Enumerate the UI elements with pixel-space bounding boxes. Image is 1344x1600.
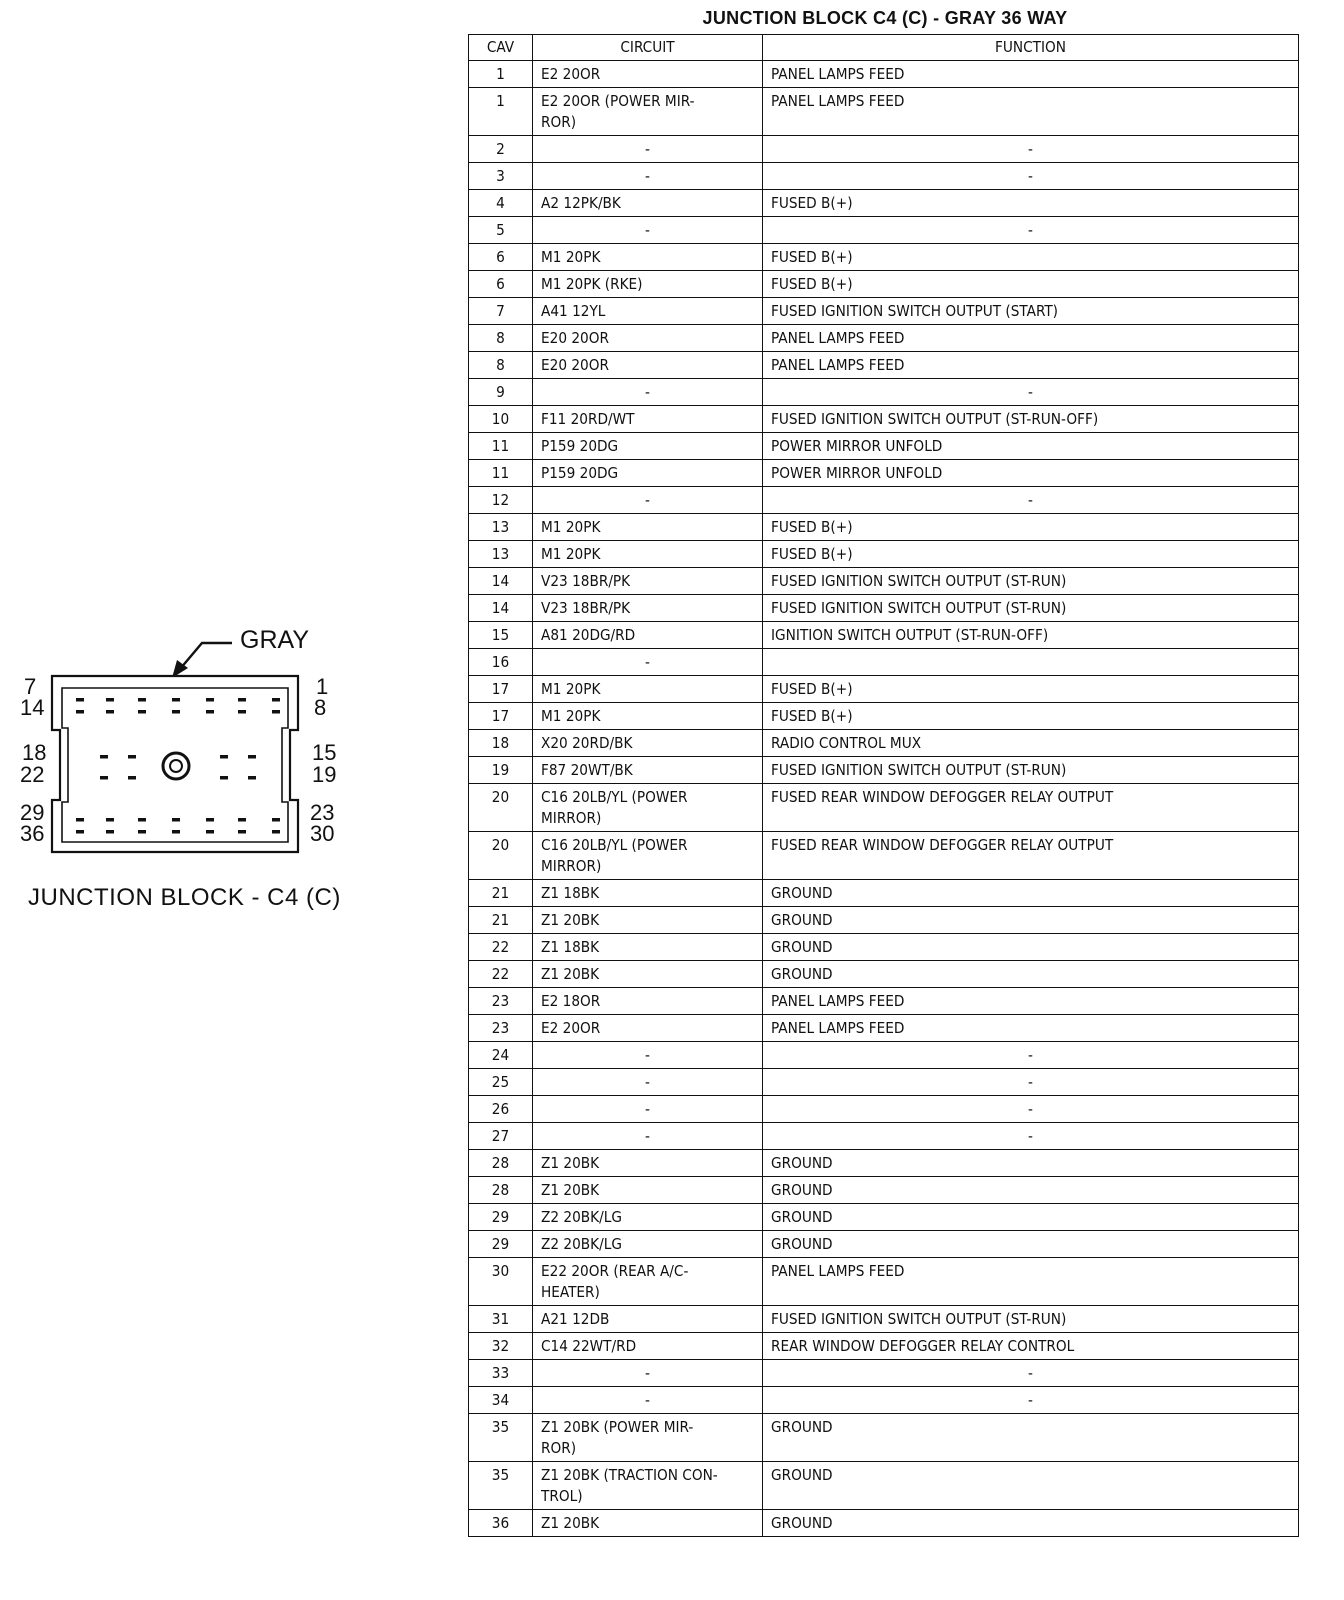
circuit-cell: E2 20OR (533, 61, 763, 88)
circuit-cell: C16 20LB/YL (POWER MIRROR) (533, 784, 763, 832)
cav-cell: 13 (469, 541, 533, 568)
cavity-pin (172, 698, 180, 702)
table-row (469, 1231, 1299, 1258)
connector-caption: JUNCTION BLOCK - C4 (C) (28, 884, 341, 911)
table-row (469, 934, 1299, 961)
table-body (469, 61, 1299, 1537)
function-cell (763, 649, 1299, 676)
cav-cell: 31 (469, 1306, 533, 1333)
cavity-pin (100, 755, 108, 759)
cav-cell: 26 (469, 1096, 533, 1123)
pin-label-8: 8 (314, 695, 327, 720)
circuit-cell: - (533, 379, 763, 406)
cav-cell: 35 (469, 1414, 533, 1462)
function-cell: FUSED B(+) (763, 190, 1299, 217)
table-row (469, 460, 1299, 487)
table-row (469, 1414, 1299, 1462)
table-row (469, 730, 1299, 757)
table-row (469, 298, 1299, 325)
function-cell: - (763, 163, 1299, 190)
circuit-cell: F11 20RD/WT (533, 406, 763, 433)
pin-label-36: 36 (20, 821, 45, 846)
cavity-pin (172, 830, 180, 834)
circuit-cell: E2 20OR (533, 1015, 763, 1042)
pin-label-7: 7 (24, 674, 37, 699)
table-row (469, 1387, 1299, 1414)
cavity-pin (106, 710, 114, 714)
cavity-pin (206, 830, 214, 834)
connector-diagram (0, 0, 440, 1600)
cavity-pin (206, 710, 214, 714)
cav-cell: 19 (469, 757, 533, 784)
function-cell: GROUND (763, 1510, 1299, 1537)
function-cell: GROUND (763, 1414, 1299, 1462)
pin-label-18: 18 (22, 740, 47, 765)
cav-cell: 23 (469, 988, 533, 1015)
cav-cell: 29 (469, 1231, 533, 1258)
circuit-cell: Z2 20BK/LG (533, 1204, 763, 1231)
cavity-pin (238, 710, 246, 714)
cav-cell: 23 (469, 1015, 533, 1042)
pin-label-15: 15 (312, 740, 337, 765)
circuit-cell: P159 20DG (533, 433, 763, 460)
pin-label-14: 14 (20, 695, 45, 720)
function-cell: - (763, 136, 1299, 163)
cav-cell: 21 (469, 880, 533, 907)
circuit-cell: M1 20PK (533, 703, 763, 730)
cav-cell: 36 (469, 1510, 533, 1537)
table-row (469, 832, 1299, 880)
cav-cell: 11 (469, 460, 533, 487)
pin-label-30: 30 (310, 821, 335, 846)
function-cell: - (763, 379, 1299, 406)
circuit-cell: - (533, 136, 763, 163)
cavity-pin (238, 818, 246, 822)
cavity-pin (248, 776, 256, 780)
table-row (469, 271, 1299, 298)
cavity-pin (106, 830, 114, 834)
cav-cell: 29 (469, 1204, 533, 1231)
function-cell: GROUND (763, 1462, 1299, 1510)
cav-cell: 7 (469, 298, 533, 325)
function-cell: FUSED IGNITION SWITCH OUTPUT (ST-RUN) (763, 568, 1299, 595)
cav-cell: 1 (469, 88, 533, 136)
cavity-pin (138, 818, 146, 822)
function-cell: POWER MIRROR UNFOLD (763, 460, 1299, 487)
circuit-cell: Z1 20BK (533, 961, 763, 988)
table-title: JUNCTION BLOCK C4 (C) - GRAY 36 WAY (702, 8, 1068, 28)
cav-cell: 25 (469, 1069, 533, 1096)
function-cell: FUSED REAR WINDOW DEFOGGER RELAY OUTPUT (763, 784, 1299, 832)
function-cell: PANEL LAMPS FEED (763, 61, 1299, 88)
cavity-pin (76, 710, 84, 714)
cavity-pin (220, 776, 228, 780)
table-row (469, 1042, 1299, 1069)
circuit-cell: E2 18OR (533, 988, 763, 1015)
function-cell: - (763, 487, 1299, 514)
cav-cell: 20 (469, 784, 533, 832)
cavity-pin (238, 698, 246, 702)
table-row (469, 568, 1299, 595)
cavity-pin (272, 698, 280, 702)
table-row (469, 1204, 1299, 1231)
cav-cell: 3 (469, 163, 533, 190)
table-row (469, 622, 1299, 649)
function-cell: PANEL LAMPS FEED (763, 1015, 1299, 1042)
pin-label-23: 23 (310, 800, 335, 825)
table-row (469, 190, 1299, 217)
circuit-cell: C16 20LB/YL (POWER MIRROR) (533, 832, 763, 880)
function-cell: PANEL LAMPS FEED (763, 1258, 1299, 1306)
table-row (469, 325, 1299, 352)
function-cell: - (763, 1069, 1299, 1096)
pin-label-1: 1 (316, 674, 329, 699)
function-cell: FUSED IGNITION SWITCH OUTPUT (ST-RUN-OFF) (763, 406, 1299, 433)
circuit-cell: M1 20PK (533, 676, 763, 703)
cav-cell: 27 (469, 1123, 533, 1150)
circuit-cell: - (533, 163, 763, 190)
table-row (469, 880, 1299, 907)
table-row (469, 541, 1299, 568)
table-row (469, 907, 1299, 934)
header-function: FUNCTION (763, 35, 1299, 61)
table-row (469, 1069, 1299, 1096)
cav-cell: 6 (469, 271, 533, 298)
cavity-pin (106, 698, 114, 702)
function-cell: - (763, 217, 1299, 244)
function-cell: FUSED B(+) (763, 271, 1299, 298)
cav-cell: 28 (469, 1150, 533, 1177)
cavity-pin (272, 830, 280, 834)
table-row (469, 61, 1299, 88)
circuit-cell: X20 20RD/BK (533, 730, 763, 757)
function-cell: FUSED B(+) (763, 244, 1299, 271)
table-row (469, 1177, 1299, 1204)
function-cell: GROUND (763, 1204, 1299, 1231)
circuit-cell: E22 20OR (REAR A/C- HEATER) (533, 1258, 763, 1306)
cav-cell: 6 (469, 244, 533, 271)
cav-cell: 17 (469, 703, 533, 730)
table-row (469, 961, 1299, 988)
function-cell: - (763, 1123, 1299, 1150)
function-cell: - (763, 1360, 1299, 1387)
cavity-pin (272, 818, 280, 822)
cav-cell: 14 (469, 568, 533, 595)
circuit-cell: Z1 20BK (POWER MIR- ROR) (533, 1414, 763, 1462)
cav-cell: 5 (469, 217, 533, 244)
function-cell: FUSED B(+) (763, 703, 1299, 730)
function-cell: FUSED B(+) (763, 541, 1299, 568)
circuit-cell: F87 20WT/BK (533, 757, 763, 784)
pin-label-29: 29 (20, 800, 45, 825)
circuit-cell: Z1 20BK (533, 1177, 763, 1204)
cav-cell: 17 (469, 676, 533, 703)
cav-cell: 34 (469, 1387, 533, 1414)
function-cell: POWER MIRROR UNFOLD (763, 433, 1299, 460)
circuit-cell: Z1 20BK (533, 1510, 763, 1537)
table-row (469, 1150, 1299, 1177)
cavity-pin (206, 818, 214, 822)
keying-post-inner (170, 760, 182, 772)
table-row (469, 784, 1299, 832)
cavity-pin (138, 830, 146, 834)
circuit-cell: E20 20OR (533, 352, 763, 379)
cav-cell: 21 (469, 907, 533, 934)
cavity-pin (238, 830, 246, 834)
cavity-pin (172, 818, 180, 822)
table-row (469, 406, 1299, 433)
function-cell: - (763, 1042, 1299, 1069)
circuit-cell: - (533, 487, 763, 514)
table-row (469, 757, 1299, 784)
circuit-cell: V23 18BR/PK (533, 568, 763, 595)
function-cell: GROUND (763, 934, 1299, 961)
function-cell: GROUND (763, 1177, 1299, 1204)
cav-cell: 15 (469, 622, 533, 649)
cav-cell: 1 (469, 61, 533, 88)
circuit-cell: - (533, 1096, 763, 1123)
table-row (469, 1015, 1299, 1042)
table-row (469, 1258, 1299, 1306)
function-cell: GROUND (763, 1150, 1299, 1177)
cav-cell: 24 (469, 1042, 533, 1069)
header-circuit: CIRCUIT (533, 35, 763, 61)
cav-cell: 32 (469, 1333, 533, 1360)
function-cell: FUSED IGNITION SWITCH OUTPUT (ST-RUN) (763, 757, 1299, 784)
cav-cell: 13 (469, 514, 533, 541)
circuit-cell: P159 20DG (533, 460, 763, 487)
circuit-cell: A2 12PK/BK (533, 190, 763, 217)
cavity-pin (248, 755, 256, 759)
function-cell: GROUND (763, 1231, 1299, 1258)
cavity-pin (128, 755, 136, 759)
circuit-cell: - (533, 1123, 763, 1150)
cav-cell: 14 (469, 595, 533, 622)
cav-cell: 9 (469, 379, 533, 406)
cav-cell: 22 (469, 961, 533, 988)
table-row (469, 1360, 1299, 1387)
function-cell: - (763, 1387, 1299, 1414)
table-row (469, 1123, 1299, 1150)
table-row (469, 1333, 1299, 1360)
circuit-cell: C14 22WT/RD (533, 1333, 763, 1360)
function-cell: RADIO CONTROL MUX (763, 730, 1299, 757)
cav-cell: 12 (469, 487, 533, 514)
cavity-pin (76, 830, 84, 834)
cav-cell: 4 (469, 190, 533, 217)
cav-cell: 30 (469, 1258, 533, 1306)
circuit-cell: M1 20PK (533, 514, 763, 541)
connector-color-label: GRAY (240, 626, 309, 654)
cavity-pin (206, 698, 214, 702)
cavity-pin (138, 698, 146, 702)
function-cell: GROUND (763, 907, 1299, 934)
circuit-cell: V23 18BR/PK (533, 595, 763, 622)
function-cell: FUSED B(+) (763, 676, 1299, 703)
cav-cell: 22 (469, 934, 533, 961)
circuit-cell: Z2 20BK/LG (533, 1231, 763, 1258)
pin-label-22: 22 (20, 762, 45, 787)
function-cell: PANEL LAMPS FEED (763, 352, 1299, 379)
table-row (469, 649, 1299, 676)
table-row (469, 379, 1299, 406)
circuit-cell: - (533, 217, 763, 244)
table-row (469, 244, 1299, 271)
circuit-cell: Z1 18BK (533, 934, 763, 961)
cavity-pin (76, 818, 84, 822)
function-cell: FUSED IGNITION SWITCH OUTPUT (ST-RUN) (763, 595, 1299, 622)
table-header-row (469, 35, 1299, 61)
table-row (469, 487, 1299, 514)
header-cav: CAV (469, 35, 533, 61)
cav-cell: 28 (469, 1177, 533, 1204)
cav-cell: 33 (469, 1360, 533, 1387)
circuit-cell: - (533, 1069, 763, 1096)
table-row (469, 88, 1299, 136)
table-row (469, 676, 1299, 703)
cav-cell: 35 (469, 1462, 533, 1510)
table-row (469, 433, 1299, 460)
cavity-pin (272, 710, 280, 714)
cav-cell: 18 (469, 730, 533, 757)
table-row (469, 1096, 1299, 1123)
table-row (469, 595, 1299, 622)
cavity-pin (76, 698, 84, 702)
pin-label-19: 19 (312, 762, 337, 787)
circuit-cell: M1 20PK (RKE) (533, 271, 763, 298)
function-cell: GROUND (763, 961, 1299, 988)
circuit-cell: E2 20OR (POWER MIR- ROR) (533, 88, 763, 136)
function-cell: FUSED IGNITION SWITCH OUTPUT (START) (763, 298, 1299, 325)
circuit-cell: Z1 20BK (533, 1150, 763, 1177)
table-row (469, 1306, 1299, 1333)
function-cell: GROUND (763, 880, 1299, 907)
function-cell: PANEL LAMPS FEED (763, 325, 1299, 352)
table-row (469, 352, 1299, 379)
circuit-cell: - (533, 649, 763, 676)
circuit-cell: Z1 20BK (TRACTION CON- TROL) (533, 1462, 763, 1510)
table-row (469, 514, 1299, 541)
cavity-pin (100, 776, 108, 780)
cavity-pin (128, 776, 136, 780)
circuit-cell: A41 12YL (533, 298, 763, 325)
color-pointer-arrow (180, 643, 232, 669)
connector-drawing (0, 0, 440, 1600)
circuit-cell: Z1 20BK (533, 907, 763, 934)
function-cell: FUSED REAR WINDOW DEFOGGER RELAY OUTPUT (763, 832, 1299, 880)
cavity-pin (220, 755, 228, 759)
circuit-cell: M1 20PK (533, 541, 763, 568)
table-row (469, 703, 1299, 730)
cavity-pin (138, 710, 146, 714)
function-cell: PANEL LAMPS FEED (763, 988, 1299, 1015)
cav-cell: 16 (469, 649, 533, 676)
function-cell: IGNITION SWITCH OUTPUT (ST-RUN-OFF) (763, 622, 1299, 649)
table-row (469, 217, 1299, 244)
pinout-table (468, 34, 1299, 1537)
circuit-cell: - (533, 1042, 763, 1069)
cavity-pin (172, 710, 180, 714)
cavity-pin (106, 818, 114, 822)
circuit-cell: - (533, 1360, 763, 1387)
circuit-cell: Z1 18BK (533, 880, 763, 907)
table-row (469, 136, 1299, 163)
function-cell: - (763, 1096, 1299, 1123)
cav-cell: 11 (469, 433, 533, 460)
circuit-cell: E20 20OR (533, 325, 763, 352)
circuit-cell: M1 20PK (533, 244, 763, 271)
circuit-cell: A81 20DG/RD (533, 622, 763, 649)
function-cell: FUSED IGNITION SWITCH OUTPUT (ST-RUN) (763, 1306, 1299, 1333)
function-cell: PANEL LAMPS FEED (763, 88, 1299, 136)
cav-cell: 8 (469, 325, 533, 352)
cav-cell: 8 (469, 352, 533, 379)
table-row (469, 1462, 1299, 1510)
circuit-cell: - (533, 1387, 763, 1414)
function-cell: FUSED B(+) (763, 514, 1299, 541)
cav-cell: 10 (469, 406, 533, 433)
table-row (469, 988, 1299, 1015)
cav-cell: 2 (469, 136, 533, 163)
table-row (469, 163, 1299, 190)
function-cell: REAR WINDOW DEFOGGER RELAY CONTROL (763, 1333, 1299, 1360)
circuit-cell: A21 12DB (533, 1306, 763, 1333)
cav-cell: 20 (469, 832, 533, 880)
table-row (469, 1510, 1299, 1537)
